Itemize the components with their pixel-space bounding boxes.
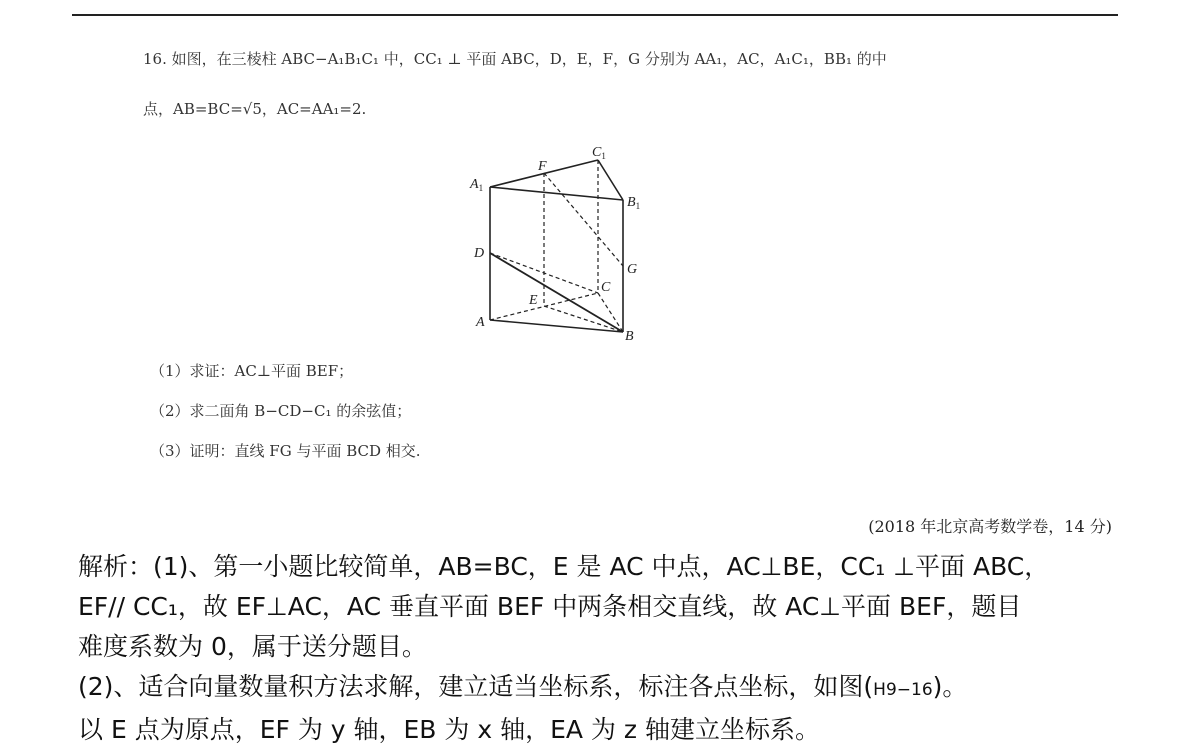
subquestion-1: （1）求证：AC⊥平面 BEF； (150, 362, 354, 380)
label-B: B (625, 329, 634, 344)
subquestion-2: （2）求二面角 B−CD−C₁ 的余弦值； (150, 402, 412, 420)
label-F: F (538, 159, 547, 174)
label-A: A (476, 315, 485, 330)
analysis-section (78, 547, 1118, 750)
top-rule (72, 14, 1118, 16)
analysis-line-4-text: (2)、适合向量数量积方法求解，建立适当坐标系，标注各点坐标，如图( (78, 672, 874, 701)
analysis-line-2: EF// CC₁，故 EF⊥AC，AC 垂直平面 BEF 中两条相交直线，故 AC⊥平面 BEF，题目 (78, 592, 1022, 621)
label-A1: $A_1$ (470, 177, 484, 193)
label-C: C (601, 280, 611, 295)
edge-A1B1 (490, 187, 623, 200)
edge-C1B1 (598, 160, 623, 200)
analysis-line-3: 难度系数为 0，属于送分题目。 (78, 632, 427, 661)
edge-CB (598, 293, 623, 332)
source-citation: (2018 年北京高考数学卷，14 分) (868, 517, 1112, 536)
edge-FG (544, 173, 623, 266)
prism-figure (460, 140, 660, 350)
problem-statement-line-1: 16. 如图，在三棱柱 ABC−A₁B₁C₁ 中，CC₁ ⊥ 平面 ABC，D，E，F，G 分别为 AA₁，AC，A₁C₁，BB₁ 的中 (143, 50, 887, 68)
subquestion-3: （3）证明：直线 FG 与平面 BCD 相交. (150, 442, 421, 460)
label-B1: $B_1$ (627, 195, 641, 211)
label-E: E (529, 293, 538, 308)
analysis-line-5: 以 E 点为原点，EF 为 y 轴，EB 为 x 轴，EA 为 z 轴建立坐标系。 (78, 715, 820, 744)
label-C1: $C_1$ (592, 145, 606, 161)
analysis-line-4-end: )。 (932, 672, 968, 701)
figure-reference: H9−16 (873, 680, 933, 700)
analysis-line-1: 解析：(1)、第一小题比较简单，AB=BC，E 是 AC 中点，AC⊥BE，CC₁ ⊥平面 ABC， (78, 552, 1050, 581)
edge-AB (490, 320, 623, 332)
label-D: D (474, 246, 485, 261)
prism-diagram (460, 140, 660, 350)
label-G: G (627, 262, 638, 277)
problem-statement-line-2: 点，AB=BC=√5，AC=AA₁=2. (143, 100, 367, 118)
analysis-line-4 (78, 667, 1118, 710)
